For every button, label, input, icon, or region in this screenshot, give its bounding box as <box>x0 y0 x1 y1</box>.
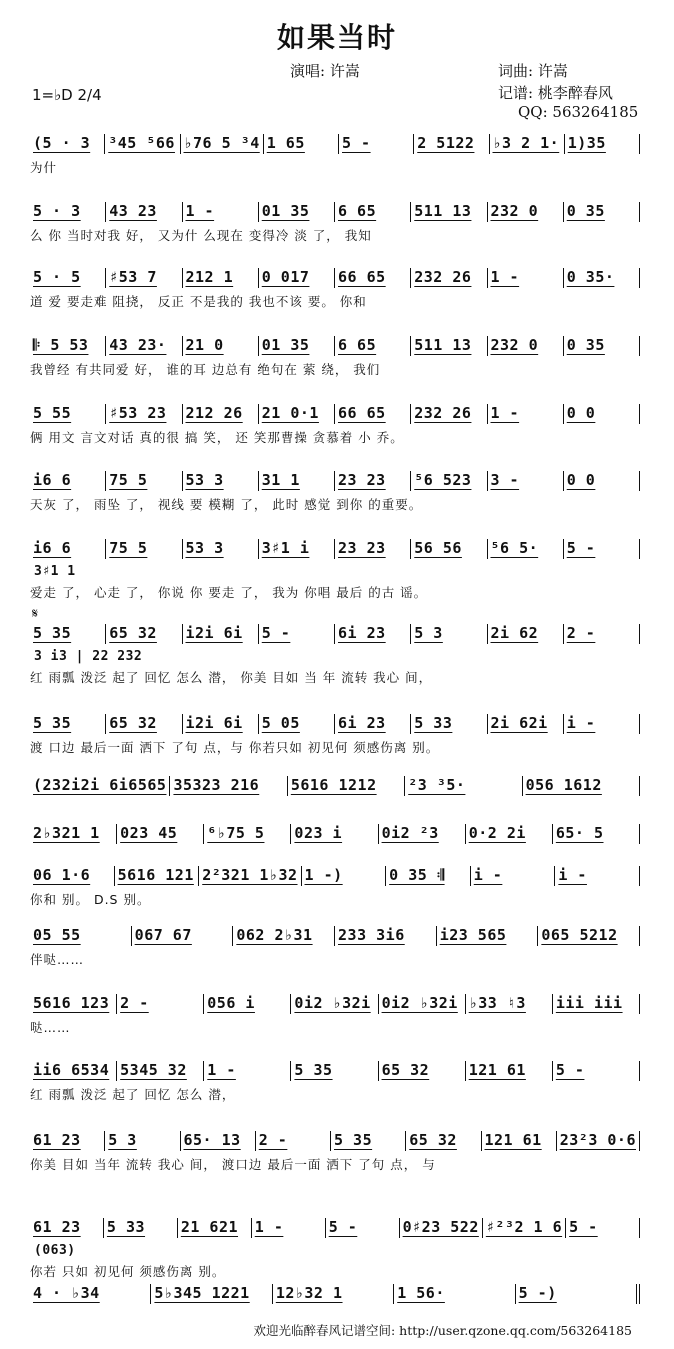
measure: 5 - <box>566 1218 640 1238</box>
measure: 61 23 <box>30 1218 104 1238</box>
measure: 65· 5 <box>553 824 640 844</box>
measure: 121 61 <box>482 1131 557 1151</box>
measure: 062 2♭31 <box>233 926 335 946</box>
score-system <box>30 1125 640 1177</box>
measure: 75 5 <box>106 539 182 559</box>
lyrics-line: 哒…… <box>30 1020 71 1035</box>
key-signature: 1=♭D 2/4 <box>32 86 102 104</box>
notation-row <box>30 128 640 154</box>
measure: 0·2 2i <box>466 824 553 844</box>
score-system <box>30 708 640 760</box>
measure: 5 - <box>564 539 640 559</box>
measure: 065 5212 <box>538 926 640 946</box>
measure: 43 23· <box>106 336 182 356</box>
score-system <box>30 1212 640 1284</box>
measure: 53 3 <box>183 539 259 559</box>
score-system <box>30 330 640 382</box>
measure: 6 65 <box>335 336 411 356</box>
measure: 53 3 <box>183 471 259 491</box>
measure: 023 i <box>291 824 378 844</box>
measure: ♭76 5 ³4 <box>181 134 264 154</box>
measure: 233 3i6 <box>335 926 437 946</box>
measure: 5 · 5 <box>30 268 106 288</box>
measure: 232 26 <box>411 268 487 288</box>
measure: 21 0 <box>183 336 259 356</box>
measure: ⁶♭75 5 <box>204 824 291 844</box>
measure: 2i 62i <box>488 714 564 734</box>
notation-row <box>30 330 640 356</box>
notation-row <box>30 920 640 946</box>
measure: 0 35 <box>564 336 640 356</box>
lyrics-line: 俩 用文 言文对话 真的很 搞 笑， 还 笑那曹操 贪慕着 小 乔。 <box>30 430 404 445</box>
measure: 1 - <box>252 1218 326 1238</box>
measure: 0 35 𝄇 <box>386 866 471 886</box>
measure: 23²3 0·6 <box>557 1131 640 1151</box>
measure: 121 61 <box>466 1061 553 1081</box>
measure: 0i2 ♭32i <box>291 994 378 1014</box>
measure: 1 56· <box>394 1284 515 1304</box>
measure: ⁵6 523 <box>411 471 487 491</box>
measure: 2i 62 <box>488 624 564 644</box>
measure: 01 35 <box>259 336 335 356</box>
measure: 0♯23 522 <box>400 1218 483 1238</box>
lyrics-line: 你和 别。 D.S 别。 <box>30 892 151 907</box>
measure: 0 0 <box>564 471 640 491</box>
lyrics-line: 红 雨瓢 泼泛 起了 回忆 怎么 潜， 你美 目如 当 年 流转 我心 间， <box>30 670 433 685</box>
notation-row <box>30 708 640 734</box>
transcriber-credit: 记谱: 桃李醉春风 <box>498 84 613 102</box>
notation-row <box>30 196 640 222</box>
score-system <box>30 920 640 972</box>
measure: 5 - <box>339 134 414 154</box>
measure: 5 3 <box>105 1131 180 1151</box>
notation-row <box>30 1212 640 1238</box>
measure: 511 13 <box>411 202 487 222</box>
measure: 5 - <box>553 1061 640 1081</box>
measure: 1 - <box>204 1061 291 1081</box>
measure: 5 - <box>326 1218 400 1238</box>
measure: 23 23 <box>335 539 411 559</box>
measure: 3 - <box>488 471 564 491</box>
score-system <box>30 533 640 605</box>
measure: 5 05 <box>259 714 335 734</box>
lyrics-line: 天灰 了， 雨坠 了， 视线 要 模糊 了， 此时 感觉 到你 的重要。 <box>30 497 423 512</box>
measure: 5 · 3 <box>30 202 106 222</box>
measure: ♭3 2 1· <box>490 134 565 154</box>
measure: 0i2 ♭32i <box>379 994 466 1014</box>
measure: 1 - <box>183 202 259 222</box>
notation-row <box>30 1055 640 1081</box>
measure: 067 67 <box>132 926 234 946</box>
score-system <box>30 618 640 690</box>
measure: 5 35 <box>30 714 106 734</box>
alternate-notation: (063) <box>34 1243 76 1258</box>
score-system <box>30 262 640 314</box>
measure: 023 45 <box>117 824 204 844</box>
measure: 0 017 <box>259 268 335 288</box>
measure: 2♭321 1 <box>30 824 117 844</box>
notation-row <box>30 1125 640 1151</box>
lyrics-line: 么 你 当时对我 好， 又为什 么现在 变得冷 淡 了， 我知 <box>30 228 372 243</box>
measure: 56 56 <box>411 539 487 559</box>
measure: 21 0·1 <box>259 404 335 424</box>
measure: 5 55 <box>30 404 106 424</box>
lyrics-line: 红 雨瓢 泼泛 起了 回忆 怎么 潜， <box>30 1087 236 1102</box>
measure: 2 - <box>256 1131 331 1151</box>
measure: 0 35 <box>564 202 640 222</box>
lyrics-line: 你美 目如 当年 流转 我心 间， 渡口边 最后一面 洒下 了句 点， 与 <box>30 1157 436 1172</box>
score-system <box>30 988 640 1040</box>
measure: 66 65 <box>335 404 411 424</box>
score-system <box>30 1055 640 1107</box>
lyrics-line: 道 爱 要走难 阻挠， 反正 不是我的 我也不该 要。 你和 <box>30 294 367 309</box>
measure: 12♭32 1 <box>273 1284 394 1304</box>
notation-row <box>30 262 640 288</box>
measure: 𝄆 5 53 <box>30 336 106 356</box>
measure: ♯53 7 <box>106 268 182 288</box>
measure: 66 65 <box>335 268 411 288</box>
measure: 5616 123 <box>30 994 117 1014</box>
measure: 2²321 1♭32 <box>199 866 301 886</box>
measure: 75 5 <box>106 471 182 491</box>
measure: 2 - <box>117 994 204 1014</box>
lyrics-line: 你若 只如 初见何 须感伤离 别。 <box>30 1264 226 1279</box>
measure: 511 13 <box>411 336 487 356</box>
measure: 6 65 <box>335 202 411 222</box>
lyrics-line: 渡 口边 最后一面 洒下 了句 点，与 你若只如 初见何 须感伤离 别。 <box>30 740 440 755</box>
measure: 5616 121 <box>115 866 200 886</box>
measure: i6 6 <box>30 539 106 559</box>
measure: 5345 32 <box>117 1061 204 1081</box>
notation-row <box>30 533 640 559</box>
measure: 0i2 ²3 <box>379 824 466 844</box>
measure: 1 65 <box>264 134 339 154</box>
measure: i2i 6i <box>183 714 259 734</box>
notation-row <box>30 618 640 644</box>
measure: 4 · ♭34 <box>30 1284 151 1304</box>
measure: 5 33 <box>411 714 487 734</box>
measure: 1 - <box>488 268 564 288</box>
measure: 2 - <box>564 624 640 644</box>
alternate-notation: 3♯1 1 <box>34 564 76 579</box>
measure: i - <box>555 866 640 886</box>
measure: i2i 6i <box>183 624 259 644</box>
measure: 5616 1212 <box>288 776 405 796</box>
measure: 65 32 <box>106 624 182 644</box>
measure: 65 32 <box>379 1061 466 1081</box>
measure: 05 55 <box>30 926 132 946</box>
measure: 5 35 <box>291 1061 378 1081</box>
measure: 5 35 <box>331 1131 406 1151</box>
song-title: 如果当时 <box>276 21 397 54</box>
segno-icon: 𝄋 <box>32 606 39 622</box>
measure: 0 0 <box>564 404 640 424</box>
score-system <box>30 398 640 450</box>
measure: 35323 216 <box>170 776 287 796</box>
measure: 6i 23 <box>335 624 411 644</box>
notation-row <box>30 770 640 796</box>
measure: 212 1 <box>183 268 259 288</box>
measure: (5 · 3 <box>30 134 105 154</box>
measure: 1)35 <box>565 134 640 154</box>
singer-credit: 演唱: 许嵩 <box>290 62 360 80</box>
measure: 5 33 <box>104 1218 178 1238</box>
measure: ²3 ³5· <box>405 776 522 796</box>
measure: 23 23 <box>335 471 411 491</box>
measure: 3♯1 i <box>259 539 335 559</box>
measure: 6i 23 <box>335 714 411 734</box>
measure: 01 35 <box>259 202 335 222</box>
lyrics-line: 为什 <box>30 160 58 175</box>
lyrics-line: 我曾经 有共同爱 好， 谁的耳 边总有 绝句在 萦 绕， 我们 <box>30 362 381 377</box>
measure: 056 i <box>204 994 291 1014</box>
measure: 5♭345 1221 <box>151 1284 272 1304</box>
measure: 232 0 <box>488 336 564 356</box>
measure: ³45 ⁵66 <box>105 134 180 154</box>
measure: 5 -) <box>516 1284 640 1304</box>
measure: 232 0 <box>488 202 564 222</box>
measure: (232i2i 6i6565 <box>30 776 170 796</box>
measure: 31 1 <box>259 471 335 491</box>
alternate-notation: 3 i3 | 22 232 <box>34 649 143 664</box>
score-system <box>30 128 640 180</box>
measure: 06 1·6 <box>30 866 115 886</box>
measure: 5 3 <box>411 624 487 644</box>
measure: ♯²³2 1 6 <box>483 1218 566 1238</box>
measure: 65 32 <box>406 1131 481 1151</box>
notation-row <box>30 860 640 886</box>
measure: i - <box>471 866 556 886</box>
lyrics-line: 爱走 了， 心走 了， 你说 你 要走 了， 我为 你唱 最后 的古 谣。 <box>30 585 428 600</box>
measure: 5 - <box>259 624 335 644</box>
notation-row <box>30 465 640 491</box>
notation-row <box>30 398 640 424</box>
measure: ♭33 ♮3 <box>466 994 553 1014</box>
lyrics-line: 伴哒…… <box>30 952 85 967</box>
composer-credit: 词曲: 许嵩 <box>498 62 568 80</box>
measure: ♯53 23 <box>106 404 182 424</box>
footer-credit: 欢迎光临醉春风记谱空间: http://user.qzone.qq.com/563264185 <box>253 1323 632 1338</box>
measure: ii6 6534 <box>30 1061 117 1081</box>
measure: 232 26 <box>411 404 487 424</box>
measure: 43 23 <box>106 202 182 222</box>
measure: i - <box>564 714 640 734</box>
measure: 056 1612 <box>523 776 640 796</box>
measure: i23 565 <box>437 926 539 946</box>
measure: 5 35 <box>30 624 106 644</box>
measure: 1 - <box>488 404 564 424</box>
score-system <box>30 465 640 517</box>
measure: 0 35· <box>564 268 640 288</box>
qq-contact: QQ: 563264185 <box>518 103 639 121</box>
measure: 212 26 <box>183 404 259 424</box>
notation-row <box>30 988 640 1014</box>
measure: i6 6 <box>30 471 106 491</box>
notation-row <box>30 1278 640 1304</box>
measure: 2 5122 <box>414 134 489 154</box>
score-system <box>30 770 640 822</box>
score-system <box>30 860 640 912</box>
measure: iii iii <box>553 994 640 1014</box>
notation-row <box>30 818 640 844</box>
measure: 61 23 <box>30 1131 105 1151</box>
measure: ⁵6 5· <box>488 539 564 559</box>
measure: 65· 13 <box>181 1131 256 1151</box>
score-system <box>30 196 640 248</box>
measure: 1 -) <box>302 866 387 886</box>
measure: 65 32 <box>106 714 182 734</box>
measure: 21 621 <box>178 1218 252 1238</box>
